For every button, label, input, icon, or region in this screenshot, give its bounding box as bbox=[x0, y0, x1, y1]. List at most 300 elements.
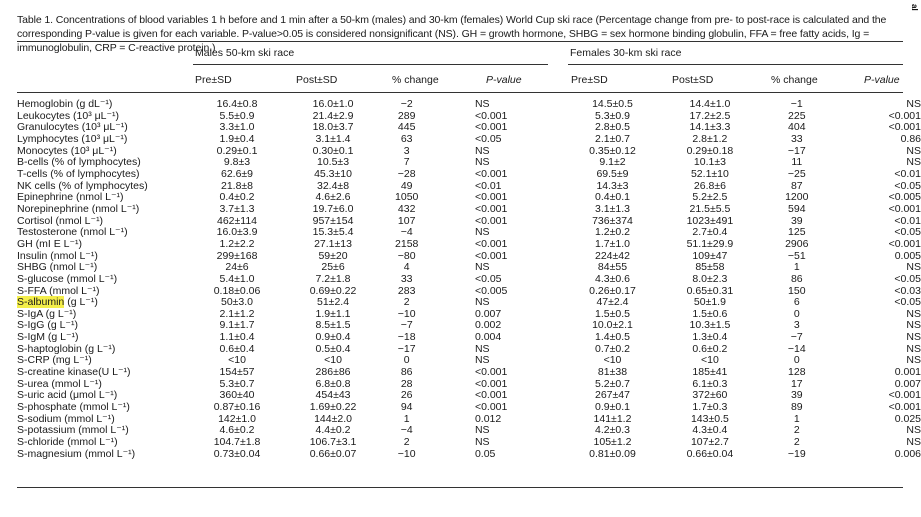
cell-f-pct: 404 bbox=[788, 121, 806, 134]
cell-m-pre: 154±57 bbox=[219, 366, 255, 379]
cell-f-p: <0.001 bbox=[888, 237, 921, 250]
cell-f-post: 50±1.9 bbox=[693, 296, 726, 309]
table-row bbox=[17, 99, 921, 111]
cell-m-p: NS bbox=[474, 261, 490, 274]
table-row bbox=[17, 402, 921, 414]
cell-m-p: 0.002 bbox=[474, 319, 502, 332]
cell-name: S-IgA (g L⁻¹) bbox=[17, 307, 77, 320]
cell-f-p: 0.006 bbox=[894, 447, 921, 460]
cell-f-p: <0.001 bbox=[888, 401, 921, 414]
cell-m-post: <10 bbox=[324, 354, 342, 367]
cell-m-pre: 3.7±1.3 bbox=[219, 202, 255, 215]
cell-f-pre: 1.4±0.5 bbox=[595, 331, 630, 344]
cell-f-post: 107±2.7 bbox=[690, 436, 729, 449]
cell-f-pre: 0.26±0.17 bbox=[589, 284, 636, 297]
cell-f-post: 14.1±3.3 bbox=[689, 121, 731, 134]
cell-f-pre: 2.8±0.5 bbox=[595, 121, 630, 134]
cell-f-p: 0.001 bbox=[894, 366, 921, 379]
cell-name: Epinephrine (nmol L⁻¹) bbox=[17, 191, 124, 204]
cell-m-pre: 16.4±0.8 bbox=[216, 98, 258, 110]
table-row bbox=[17, 355, 921, 367]
cell-f-pre: 0.4±0.1 bbox=[595, 191, 630, 204]
cell-f-pct: 86 bbox=[790, 272, 803, 285]
cell-f-p: NS bbox=[906, 156, 921, 169]
cell-name: Insulin (nmol L⁻¹) bbox=[17, 249, 98, 262]
cell-m-p: 0.012 bbox=[474, 412, 502, 425]
cell-m-pre: 4.6±0.2 bbox=[219, 424, 255, 437]
cell-f-pre: 69.5±9 bbox=[596, 167, 629, 180]
cell-f-pct: 39 bbox=[790, 389, 803, 402]
bottom-rule bbox=[17, 487, 903, 488]
cell-f-pre: 0.81±0.09 bbox=[589, 447, 636, 460]
cell-f-pct: 2 bbox=[793, 436, 800, 449]
cell-m-p: NS bbox=[474, 436, 490, 449]
table-row bbox=[17, 239, 921, 251]
cell-m-pct: −80 bbox=[397, 249, 416, 262]
cell-m-pre: 1.1±0.4 bbox=[219, 331, 255, 344]
cell-f-pct: 0 bbox=[793, 354, 800, 367]
cell-m-post: 18.0±3.7 bbox=[312, 121, 354, 134]
cell-f-p: NS bbox=[906, 354, 921, 367]
cell-f-pre: 141±1.2 bbox=[593, 412, 632, 425]
cell-f-p: <0.005 bbox=[888, 191, 921, 204]
cell-m-pre: 16.0±3.9 bbox=[216, 226, 258, 239]
cell-f-pct: 87 bbox=[790, 179, 803, 192]
cell-f-pre: 2.1±0.7 bbox=[595, 132, 630, 145]
table-row bbox=[17, 192, 921, 204]
cell-f-pct: 225 bbox=[788, 109, 806, 122]
cell-m-pre: 5.5±0.9 bbox=[219, 109, 255, 122]
group-rule-females bbox=[568, 64, 903, 65]
cell-m-post: 0.69±0.22 bbox=[309, 284, 357, 297]
cell-f-p: 0.86 bbox=[900, 132, 921, 145]
cell-m-pre: 0.29±0.1 bbox=[216, 144, 258, 157]
table-row bbox=[17, 122, 921, 134]
cell-f-pre: 105±1.2 bbox=[593, 436, 632, 449]
cell-f-pct: 594 bbox=[788, 202, 806, 215]
table-row bbox=[17, 344, 921, 356]
cell-m-post: 4.4±0.2 bbox=[315, 424, 351, 437]
table-row bbox=[17, 297, 921, 309]
table-row bbox=[17, 157, 921, 169]
cell-f-pct: 125 bbox=[788, 226, 806, 239]
cell-m-p: NS bbox=[474, 296, 490, 309]
cell-f-p: <0.001 bbox=[888, 202, 921, 215]
cell-f-pre: 0.35±0.12 bbox=[589, 144, 636, 157]
cell-f-post: 5.2±2.5 bbox=[692, 191, 728, 204]
col-head-male-pct: % change bbox=[392, 74, 439, 86]
cell-f-p: NS bbox=[906, 98, 921, 110]
cell-name: Granulocytes (10³ μL⁻¹) bbox=[17, 121, 128, 134]
cell-f-post: 17.2±2.5 bbox=[689, 109, 731, 122]
cell-f-pct: −25 bbox=[787, 167, 806, 180]
cell-f-pct: 11 bbox=[791, 156, 803, 169]
cell-m-post: 10.5±3 bbox=[317, 156, 350, 169]
cell-f-pre: 5.3±0.9 bbox=[595, 109, 630, 122]
table-row bbox=[17, 262, 921, 274]
cell-m-pre: 1.2±2.2 bbox=[219, 237, 255, 250]
table-row bbox=[17, 146, 921, 158]
cell-f-pre: 736±374 bbox=[592, 214, 633, 227]
cell-m-pct: 2 bbox=[403, 296, 410, 309]
data-table bbox=[17, 99, 921, 460]
cell-m-pct: 1050 bbox=[395, 191, 419, 204]
cell-m-pct: 49 bbox=[400, 179, 413, 192]
cell-f-post: 109±47 bbox=[692, 249, 728, 262]
col-head-female-post: Post±SD bbox=[672, 74, 714, 86]
cell-m-pct: −4 bbox=[400, 424, 413, 437]
cell-f-post: 185±41 bbox=[692, 366, 728, 379]
cell-m-pre: 104.7±1.8 bbox=[213, 436, 261, 449]
col-head-female-p: P-value bbox=[864, 74, 900, 86]
cell-m-pct: 2158 bbox=[395, 237, 419, 250]
cell-m-pct: −10 bbox=[397, 447, 416, 460]
cell-f-pre: 47±2.4 bbox=[596, 296, 629, 309]
cell-f-pct: 2906 bbox=[785, 237, 809, 250]
cell-name: Lymphocytes (10³ μL⁻¹) bbox=[17, 132, 128, 145]
cell-f-pct: 150 bbox=[788, 284, 806, 297]
cell-name: Testosterone (nmol L⁻¹) bbox=[17, 226, 128, 239]
cell-f-post: 372±60 bbox=[692, 389, 728, 402]
cell-m-post: 4.6±2.6 bbox=[315, 191, 351, 204]
cell-name: S-urea (mmol L⁻¹) bbox=[17, 377, 102, 390]
col-head-male-p: P-value bbox=[486, 74, 522, 86]
cell-f-p: 0.007 bbox=[894, 377, 921, 390]
cell-m-pct: −17 bbox=[397, 342, 416, 355]
cell-f-pre: 224±42 bbox=[595, 249, 630, 262]
cell-f-pct: 39 bbox=[790, 214, 803, 227]
cell-f-post: 143±0.5 bbox=[690, 412, 729, 425]
cell-m-post: 51±2.4 bbox=[317, 296, 350, 309]
cell-f-pre: 3.1±1.3 bbox=[595, 202, 630, 215]
cell-m-post: 0.66±0.07 bbox=[309, 447, 357, 460]
table-row bbox=[17, 449, 921, 461]
cell-m-pct: 107 bbox=[397, 214, 416, 227]
cell-name: S-creatine kinase(U L⁻¹) bbox=[17, 366, 131, 379]
cell-m-p: 0.05 bbox=[474, 447, 496, 460]
table-row bbox=[17, 134, 921, 146]
cell-f-pct: −7 bbox=[790, 331, 803, 344]
cell-m-pct: 283 bbox=[397, 284, 416, 297]
cell-m-p: 0.004 bbox=[474, 331, 502, 344]
cell-f-pct: 17 bbox=[790, 377, 803, 390]
cell-m-pre: <10 bbox=[228, 354, 246, 367]
cell-m-post: 7.2±1.8 bbox=[315, 272, 351, 285]
cell-f-post: 2.8±1.2 bbox=[692, 132, 728, 145]
cell-f-pre: 81±38 bbox=[597, 366, 628, 379]
cell-m-pct: 1 bbox=[403, 412, 410, 425]
cell-f-pct: 128 bbox=[788, 366, 806, 379]
group-head-males: Males 50-km ski race bbox=[195, 47, 295, 59]
cell-m-p: <0.05 bbox=[474, 272, 502, 285]
table-row bbox=[17, 332, 921, 344]
cell-m-post: 0.9±0.4 bbox=[315, 331, 351, 344]
cell-m-post: 0.30±0.1 bbox=[312, 144, 354, 157]
cell-m-pct: 2 bbox=[403, 436, 410, 449]
table-row bbox=[17, 274, 921, 286]
cell-f-p: <0.05 bbox=[894, 179, 921, 192]
cell-m-pct: −18 bbox=[397, 331, 416, 344]
cell-m-pct: 63 bbox=[400, 132, 413, 145]
cell-f-pre: 0.7±0.2 bbox=[595, 342, 630, 355]
cell-m-p: NS bbox=[474, 98, 490, 110]
table-row bbox=[17, 309, 921, 321]
cell-f-post: 1.3±0.4 bbox=[692, 331, 728, 344]
cell-f-pre: 1.2±0.2 bbox=[595, 226, 630, 239]
group-rule-males bbox=[193, 64, 548, 65]
cell-m-pre: 0.87±0.16 bbox=[213, 401, 261, 414]
cell-name: S-CRP (mg L⁻¹) bbox=[17, 354, 92, 367]
cell-f-post: 0.66±0.04 bbox=[686, 447, 734, 460]
cell-f-p: NS bbox=[906, 436, 921, 449]
cell-m-pre: 1.9±0.4 bbox=[219, 132, 255, 145]
cell-f-post: 2.7±0.4 bbox=[692, 226, 728, 239]
cell-f-post: 0.6±0.2 bbox=[692, 342, 728, 355]
cell-m-p: NS bbox=[474, 354, 490, 367]
table-row bbox=[17, 169, 921, 181]
cell-f-post: 21.5±5.5 bbox=[689, 202, 731, 215]
cell-f-pct: −51 bbox=[787, 249, 806, 262]
cell-m-p: NS bbox=[474, 156, 490, 169]
cell-m-pct: −28 bbox=[397, 167, 416, 180]
cell-f-pct: −14 bbox=[787, 342, 806, 355]
cell-m-pct: −4 bbox=[400, 226, 413, 239]
table-row bbox=[17, 286, 921, 298]
cell-f-pct: 89 bbox=[790, 401, 803, 414]
cell-f-post: 8.0±2.3 bbox=[692, 272, 728, 285]
table-row bbox=[17, 367, 921, 379]
cell-m-pre: 5.3±0.7 bbox=[219, 377, 255, 390]
cell-m-pre: 462±114 bbox=[217, 214, 258, 227]
cell-f-post: 14.4±1.0 bbox=[689, 98, 731, 110]
cell-m-p: <0.005 bbox=[474, 284, 508, 297]
top-rule bbox=[17, 41, 903, 42]
cell-m-post: 32.4±8 bbox=[317, 179, 350, 192]
cell-m-pre: 21.8±8 bbox=[220, 179, 254, 192]
cell-f-pre: 9.1±2 bbox=[599, 156, 626, 169]
table-row bbox=[17, 425, 921, 437]
cell-f-p: <0.05 bbox=[894, 296, 921, 309]
cell-m-pre: 5.4±1.0 bbox=[219, 272, 255, 285]
cell-m-pct: −2 bbox=[400, 98, 413, 110]
table-row bbox=[17, 414, 921, 426]
cell-m-post: 59±20 bbox=[318, 249, 348, 262]
cell-m-pct: −7 bbox=[400, 319, 413, 332]
cell-f-p: <0.001 bbox=[888, 389, 921, 402]
cell-m-pct: 445 bbox=[397, 121, 416, 134]
cell-m-post: 15.3±5.4 bbox=[312, 226, 354, 239]
cell-f-post: 0.29±0.18 bbox=[686, 144, 734, 157]
header-rule bbox=[17, 92, 903, 93]
cell-f-pct: 0 bbox=[793, 307, 800, 320]
table-row bbox=[17, 320, 921, 332]
cell-f-post: 85±58 bbox=[695, 261, 725, 274]
col-head-female-pct: % change bbox=[771, 74, 818, 86]
cell-f-pct: −17 bbox=[787, 144, 806, 157]
cell-m-pre: 0.18±0.06 bbox=[213, 284, 261, 297]
cell-f-post: 52.1±10 bbox=[690, 167, 729, 180]
group-head-females: Females 30-km ski race bbox=[570, 47, 682, 59]
cell-m-p: <0.001 bbox=[474, 191, 508, 204]
cell-f-p: NS bbox=[906, 261, 921, 274]
cell-f-post: 26.8±6 bbox=[693, 179, 726, 192]
cell-m-p: <0.01 bbox=[474, 179, 502, 192]
cell-m-post: 144±2.0 bbox=[314, 412, 352, 425]
cell-m-p: <0.001 bbox=[474, 121, 508, 134]
cell-f-post: 4.3±0.4 bbox=[692, 424, 728, 437]
cell-m-p: <0.001 bbox=[474, 401, 508, 414]
cell-f-pre: 1.7±1.0 bbox=[595, 237, 630, 250]
cell-m-p: <0.001 bbox=[474, 202, 508, 215]
side-margin-mark: al bbox=[910, 4, 919, 11]
cell-name: S-magnesium (mmol L⁻¹) bbox=[17, 447, 136, 460]
col-head-male-pre: Pre±SD bbox=[195, 74, 232, 86]
cell-m-pre: 50±3.0 bbox=[220, 296, 254, 309]
cell-m-p: 0.007 bbox=[474, 307, 502, 320]
cell-name: S-IgM (g L⁻¹) bbox=[17, 331, 79, 344]
cell-f-p: <0.01 bbox=[894, 167, 921, 180]
cell-m-pre: 3.3±1.0 bbox=[219, 121, 255, 134]
cell-m-pct: 33 bbox=[400, 272, 413, 285]
cell-f-pct: 1 bbox=[793, 412, 800, 425]
cell-m-pre: 9.8±3 bbox=[223, 156, 251, 169]
cell-f-pre: 10.0±2.1 bbox=[592, 319, 633, 332]
col-head-female-pre: Pre±SD bbox=[571, 74, 608, 86]
cell-f-pre: 5.2±0.7 bbox=[595, 377, 630, 390]
cell-f-pct: 6 bbox=[793, 296, 800, 309]
cell-m-p: <0.05 bbox=[474, 132, 502, 145]
cell-f-post: 1023±491 bbox=[686, 214, 734, 227]
cell-m-p: <0.001 bbox=[474, 109, 508, 122]
cell-m-pre: 62.6±9 bbox=[220, 167, 254, 180]
cell-m-p: NS bbox=[474, 144, 490, 157]
cell-f-pre: 267±47 bbox=[595, 389, 630, 402]
cell-m-pre: 299±168 bbox=[216, 249, 258, 262]
cell-name: B-cells (% of lymphocytes) bbox=[17, 156, 141, 169]
cell-name: Leukocytes (10³ μL⁻¹) bbox=[17, 109, 120, 122]
cell-name: Monocytes (10³ μL⁻¹) bbox=[17, 144, 117, 157]
cell-m-post: 45.3±10 bbox=[314, 167, 352, 180]
table-row bbox=[17, 251, 921, 263]
cell-m-pct: 94 bbox=[400, 401, 413, 414]
cell-name: Cortisol (nmol L⁻¹) bbox=[17, 214, 104, 227]
cell-f-p: <0.03 bbox=[894, 284, 921, 297]
cell-m-pct: 86 bbox=[400, 366, 413, 379]
cell-f-p: NS bbox=[906, 319, 921, 332]
cell-f-p: NS bbox=[906, 144, 921, 157]
cell-m-pre: 2.1±1.2 bbox=[219, 307, 255, 320]
cell-m-post: 454±43 bbox=[315, 389, 351, 402]
cell-m-p: NS bbox=[474, 342, 490, 355]
cell-f-p: NS bbox=[906, 331, 921, 344]
cell-name: Hemoglobin (g dL⁻¹) bbox=[17, 98, 113, 110]
cell-m-pre: 0.4±0.2 bbox=[219, 191, 255, 204]
cell-name: NK cells (% of lymphocytes) bbox=[17, 179, 148, 192]
cell-name: SHBG (nmol L⁻¹) bbox=[17, 261, 98, 274]
cell-f-post: <10 bbox=[701, 354, 719, 367]
cell-m-pct: 0 bbox=[403, 354, 410, 367]
cell-f-pre: 14.5±0.5 bbox=[592, 98, 633, 110]
cell-m-p: <0.001 bbox=[474, 214, 508, 227]
table-row bbox=[17, 204, 921, 216]
cell-name: S-uric acid (μmol L⁻¹) bbox=[17, 389, 118, 402]
cell-m-pct: 26 bbox=[400, 389, 413, 402]
cell-m-post: 106.7±3.1 bbox=[309, 436, 357, 449]
cell-m-pct: −10 bbox=[397, 307, 416, 320]
cell-name: S-sodium (mmol L⁻¹) bbox=[17, 412, 115, 425]
cell-f-pct: 33 bbox=[790, 132, 803, 145]
cell-f-pct: −19 bbox=[787, 447, 806, 460]
cell-f-pre: 4.3±0.6 bbox=[595, 272, 630, 285]
cell-m-pre: 9.1±1.7 bbox=[219, 319, 255, 332]
cell-m-pct: 3 bbox=[403, 144, 410, 157]
cell-f-p: 0.025 bbox=[894, 412, 921, 425]
cell-m-p: <0.001 bbox=[474, 249, 508, 262]
cell-m-post: 16.0±1.0 bbox=[312, 98, 354, 110]
cell-f-pct: 3 bbox=[793, 319, 800, 332]
cell-f-p: NS bbox=[906, 342, 921, 355]
cell-f-post: 6.1±0.3 bbox=[692, 377, 728, 390]
cell-m-post: 286±86 bbox=[315, 366, 351, 379]
data-table-body bbox=[17, 99, 921, 460]
cell-m-p: NS bbox=[474, 424, 490, 437]
cell-m-p: <0.001 bbox=[474, 237, 508, 250]
cell-name: Norepinephrine (nmol L⁻¹) bbox=[17, 202, 140, 215]
cell-f-p: NS bbox=[906, 307, 921, 320]
cell-m-post: 3.1±1.4 bbox=[315, 132, 351, 145]
highlighted-term: S-albumin bbox=[17, 296, 65, 309]
cell-m-p: <0.001 bbox=[474, 167, 508, 180]
cell-name: S-chloride (mmol L⁻¹) bbox=[17, 436, 118, 449]
cell-f-post: 10.1±3 bbox=[693, 156, 726, 169]
cell-m-post: 1.9±1.1 bbox=[315, 307, 351, 320]
table-row bbox=[17, 390, 921, 402]
cell-f-p: <0.05 bbox=[894, 226, 921, 239]
cell-f-post: 1.5±0.6 bbox=[692, 307, 728, 320]
cell-m-pct: 28 bbox=[400, 377, 413, 390]
cell-m-pct: 289 bbox=[397, 109, 416, 122]
cell-f-p: <0.001 bbox=[888, 109, 921, 122]
cell-f-p: <0.05 bbox=[894, 272, 921, 285]
cell-f-pre: 84±55 bbox=[597, 261, 628, 274]
unit-text: (g L⁻¹) bbox=[64, 296, 98, 309]
cell-f-pct: 1 bbox=[793, 261, 800, 274]
cell-f-pct: 1200 bbox=[785, 191, 809, 204]
cell-f-post: 0.65±0.31 bbox=[686, 284, 734, 297]
cell-m-p: NS bbox=[474, 226, 490, 239]
cell-name: S-phosphate (mmol L⁻¹) bbox=[17, 401, 130, 414]
cell-name: S-FFA (mmol L⁻¹) bbox=[17, 284, 100, 297]
cell-f-pre: 1.5±0.5 bbox=[595, 307, 630, 320]
cell-m-p: <0.001 bbox=[474, 366, 508, 379]
cell-name: S-potassium (mmol L⁻¹) bbox=[17, 424, 129, 437]
cell-f-pre: 4.2±0.3 bbox=[595, 424, 630, 437]
cell-m-post: 0.5±0.4 bbox=[315, 342, 351, 355]
cell-m-pct: 432 bbox=[397, 202, 416, 215]
cell-f-p: NS bbox=[906, 424, 921, 437]
cell-m-pre: 360±40 bbox=[219, 389, 255, 402]
cell-m-post: 27.1±13 bbox=[314, 237, 352, 250]
cell-name: S-IgG (g L⁻¹) bbox=[17, 319, 78, 332]
cell-name: GH (mI E L⁻¹) bbox=[17, 237, 83, 250]
cell-f-pre: 14.3±3 bbox=[596, 179, 629, 192]
cell-f-post: 51.1±29.9 bbox=[686, 237, 734, 250]
table-row bbox=[17, 379, 921, 391]
cell-f-p: <0.001 bbox=[888, 121, 921, 134]
cell-f-post: 1.7±0.3 bbox=[692, 401, 728, 414]
cell-f-post: 10.3±1.5 bbox=[689, 319, 731, 332]
table-row bbox=[17, 437, 921, 449]
